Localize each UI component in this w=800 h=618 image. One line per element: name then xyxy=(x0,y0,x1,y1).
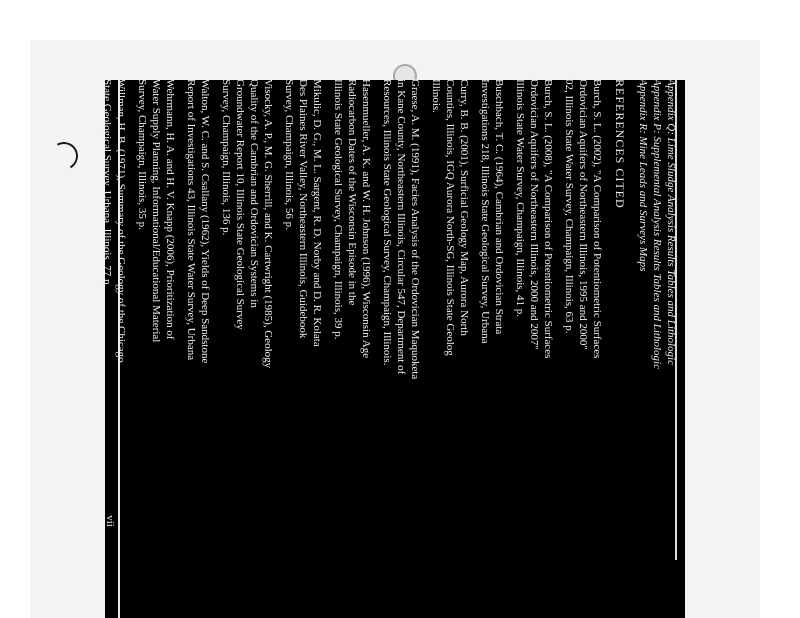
reference-line: Radiocarbon Dates of the Wisconsin Episode in the xyxy=(346,79,358,306)
reference-line: Willman, H. B. (1971), Summary of the Geology of the Chicago xyxy=(115,79,127,363)
paragraph-gap xyxy=(471,79,478,609)
reference-line: Visocky, A. P., M. G. Sherrill, and K. Cartwright (1985), Geology xyxy=(262,79,274,369)
reference-line: Ordovician Aquifers of Northeastern Illinois, 1995 and 2000" xyxy=(577,79,589,350)
paragraph-gap xyxy=(324,79,331,609)
paragraph-gap xyxy=(373,79,380,609)
reference-line: Wehrmann, H. A. and H. V. Knapp (2006), Prioritization of xyxy=(164,79,176,340)
appendix-line: Appendix P: Supplemental Analysis Results Tables and Lithologic xyxy=(651,79,663,369)
reference-line: Illinois State Water Survey, Champaign, Illinois, 41 p. xyxy=(514,79,526,318)
reference-line: 02, Illinois State Water Survey, Champaign, Illinois, 63 p. xyxy=(563,79,575,334)
appendix-line: Appendix Q: Lime Sludge Analysis Results Tables and Lithologic xyxy=(665,79,677,365)
reference-line: in Kane County, Northeastern Illinois, Circular 547, Department of xyxy=(395,79,407,375)
reference-line: Survey, Champaign, Illinois, 136 p. xyxy=(220,79,232,236)
page-number xyxy=(102,508,118,534)
reference-line: Buschbach, T. C. (1964), Cambrian and Ordovician Strata xyxy=(493,79,505,335)
paragraph-gap xyxy=(93,79,100,609)
paragraph-gap xyxy=(506,79,513,609)
paragraph-gap xyxy=(128,79,135,609)
reference-line: Illinois State Geological Survey, Champaign, Illinois, 39 p. xyxy=(332,79,344,340)
reference-line: Ordovician Aquifers of Northeastern Illinois, 2000 and 2007" xyxy=(528,79,540,350)
appendix-line: Appendix R: Mine Leads and Surveys Maps xyxy=(637,79,649,272)
paragraph-gap xyxy=(555,79,562,609)
reference-line: Survey, Champaign, Illinois, 35 p. xyxy=(136,79,148,230)
reference-line: Illinois. xyxy=(430,79,442,113)
reference-line: Hasenmueller, A. K. and W. H. Johnson (1996), Wisconsin Age xyxy=(360,79,372,359)
reference-line: Walton, W. C. and S. Csallany (1962), Yields of Deep Sandstone xyxy=(199,79,211,364)
reference-line: Resources, Illinois State Geological Survey, Champaign, Illinois. xyxy=(381,79,393,366)
paragraph-gap xyxy=(212,79,219,609)
paragraph-gap xyxy=(629,79,636,609)
reference-line: Report of Investigations 43, Illinois State Water Survey, Urbana xyxy=(185,79,197,361)
reference-line: Survey, Champaign, Illinois, 56 p. xyxy=(283,79,295,230)
reference-line: Mikulic, D. G., M. L. Sargent, R. D. Norby and D. R. Kolata xyxy=(311,79,323,347)
reference-line: Burch, S. L. (2008), "A Comparison of Potentiometric Surfaces xyxy=(542,79,554,359)
paragraph-gap xyxy=(177,79,184,609)
reference-line: Investigations 218, Illinois State Geological Survey, Urbana xyxy=(479,79,491,344)
reference-line: Quality of the Cambrian and Ordovician Systems in xyxy=(248,79,260,308)
reference-line: State Geological Survey, Urbana, Illinois, 77 p. xyxy=(101,79,113,288)
reference-line: Counties, Illinois, IGQ Aurora North-SG, Illinois State Geolog xyxy=(444,79,456,356)
reference-line: Des Plaines River Valley, Northeastern Illinois, Guidebook xyxy=(297,79,309,339)
reference-line: Groundwater Report 10, Illinois State Geological Survey xyxy=(234,79,246,330)
paragraph-gap xyxy=(422,79,429,609)
reference-line: Water Supply Planning, Informational/Educational Material xyxy=(150,79,162,343)
paragraph-gap xyxy=(275,79,282,609)
reference-line: Graese, A. M. (1991), Facies Analysis of the Ordovician Maquoketa xyxy=(409,79,421,380)
references-heading: REFERENCES CITED xyxy=(613,79,627,209)
reference-line: Burch, S. L. (2002), "A Comparison of Potentiometric Surfaces xyxy=(591,79,603,359)
page-number-label: vii xyxy=(104,515,116,527)
paragraph-gap xyxy=(604,79,611,609)
reference-line: Curry, B. B. (2001), Surficial Geology Map, Aurora North xyxy=(458,79,470,336)
